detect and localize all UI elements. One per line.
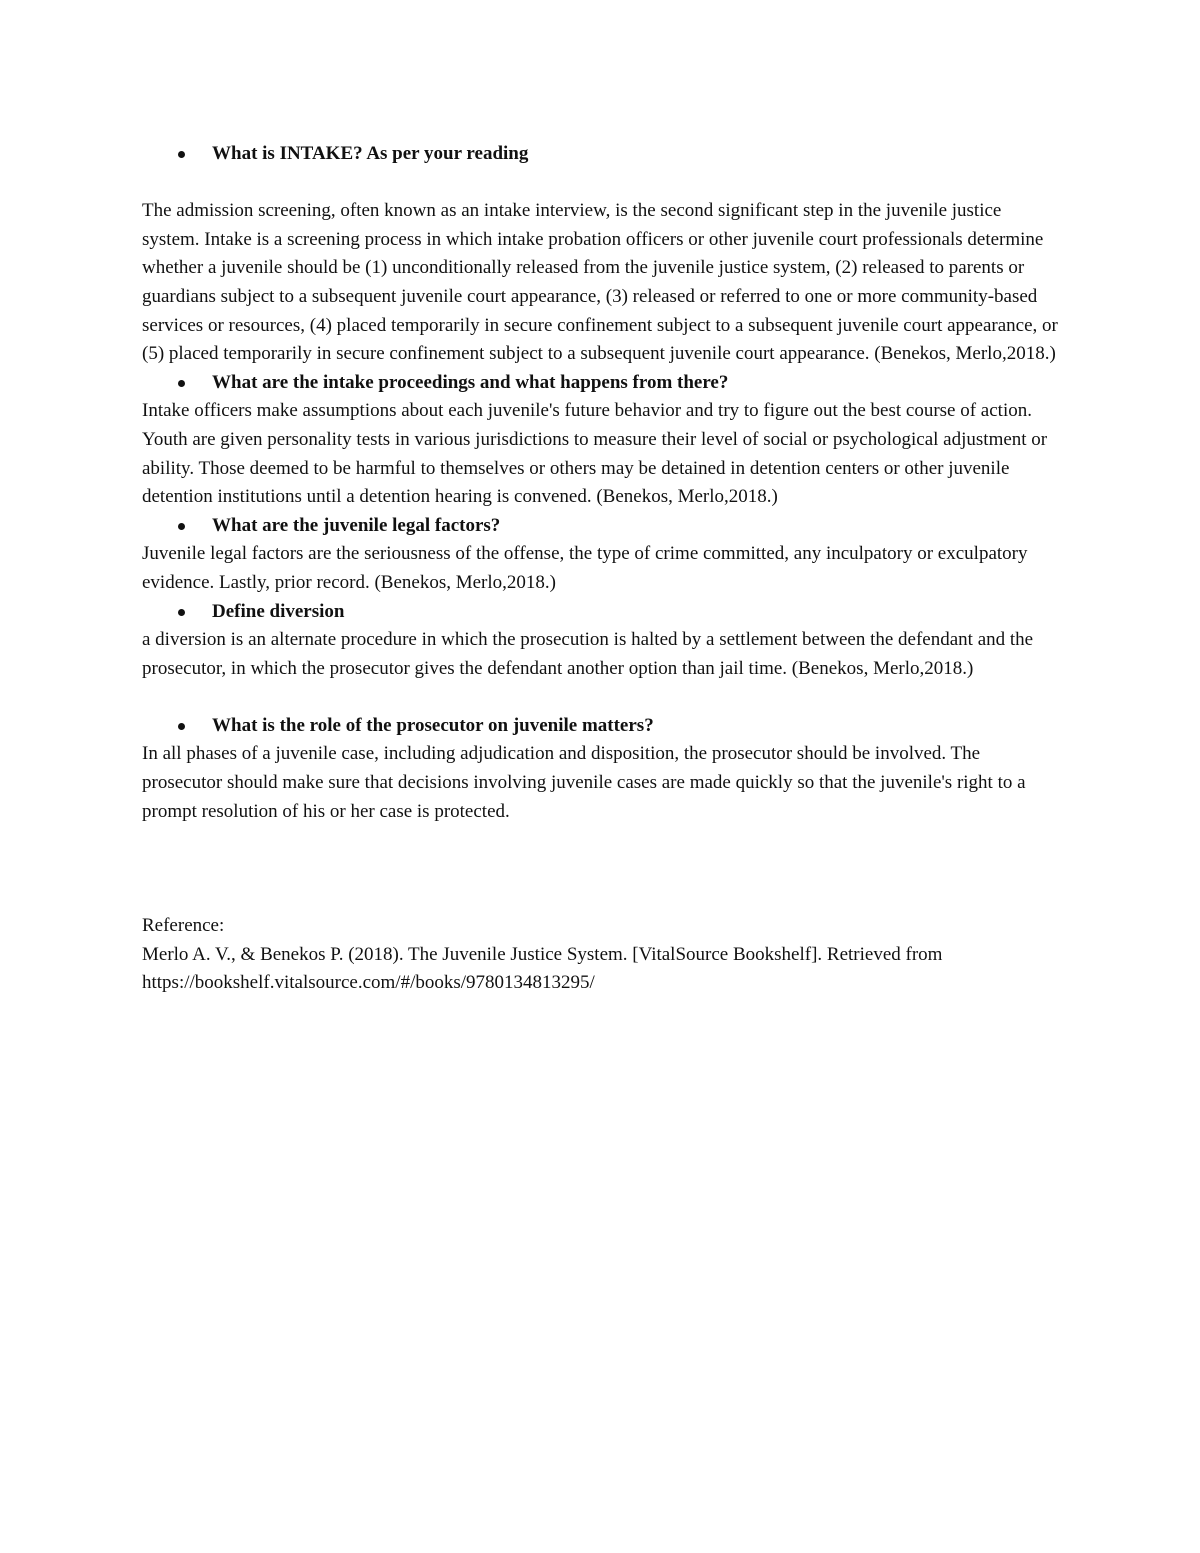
answer-paragraph-intake-proceedings: Intake officers make assumptions about each juvenile's future behavior and try to figure out the best course of action. Youth are given personality tests in various jurisdictions to measure their level of social or psychological adjustment or ability. Those deemed to be harmful to themselves or others may be detained in detention centers or other juvenile detention institutions until a detention hearing is convened. (Benekos, Merlo,2018.)	[142, 400, 1048, 508]
spacer	[142, 169, 1058, 198]
question-heading-diversion	[142, 598, 1058, 627]
question-heading-intake	[142, 140, 1058, 169]
answer-paragraph-prosecutor-role: In all phases of a juvenile case, including adjudication and disposition, the prosecutor should be involved. The prosecutor should make sure that decisions involving juvenile cases are made quickly so that the juvenile's right to a prompt resolution of his or her case is protected.	[142, 743, 1026, 822]
question-heading-legal-factors	[142, 512, 1058, 541]
reference-citation	[142, 941, 1058, 998]
heading-text: What is the role of the prosecutor on juvenile matters?	[212, 714, 654, 736]
answer-paragraph-intake: The admission screening, often known as an intake interview, is the second significant step in the juvenile justice system. Intake is a screening process in which intake probation officers or other juvenile court professionals determine whether a juvenile should be (1) unconditionally released from the juvenile justice system, (2) released to parents or guardians subject to a subsequent juvenile court appearance, (3) released or referred to one or more community-based services or resources, (4) placed temporarily in secure confinement subject to a subsequent juvenile court appearance, or (5) placed temporarily in secure confinement subject to a subsequent juvenile court appearance. (Benekos, Merlo,2018.)	[142, 200, 1058, 365]
heading-text: Define diversion	[212, 600, 345, 622]
question-heading-prosecutor-role	[142, 712, 1058, 741]
heading-text: What is INTAKE? As per your reading	[212, 143, 529, 164]
heading-text: What are the juvenile legal factors?	[212, 514, 501, 536]
spacer	[142, 683, 1058, 712]
bullet-icon	[178, 723, 185, 730]
reference-citation-text: Merlo A. V., & Benekos P. (2018). The Juvenile Justice System. [VitalSource Bookshelf]. Retrieved from	[142, 943, 943, 965]
bullet-icon	[178, 609, 185, 616]
bullet-icon	[178, 523, 185, 530]
answer-paragraph-legal-factors: Juvenile legal factors are the seriousness of the offense, the type of crime committed, any inculpatory or exculpatory evidence. Lastly, prior record. (Benekos, Merlo,2018.)	[142, 543, 1028, 593]
heading-text: What are the intake proceedings and what happens from there?	[212, 371, 729, 393]
answer-paragraph-diversion: a diversion is an alternate procedure in which the prosecution is halted by a settlement between the defendant and the prosecutor, in which the prosecutor gives the defendant another option than jail time. (Benekos, Merlo,2018.)	[142, 629, 1034, 679]
bullet-icon	[178, 380, 185, 387]
bullet-icon	[178, 151, 185, 158]
reference-url-link[interactable]: https://bookshelf.vitalsource.com/#/books/9780134813295/	[142, 972, 595, 994]
spacer	[142, 826, 1058, 912]
reference-label: Reference:	[142, 915, 225, 937]
document-content	[142, 140, 1058, 998]
question-heading-intake-proceedings	[142, 369, 1058, 398]
